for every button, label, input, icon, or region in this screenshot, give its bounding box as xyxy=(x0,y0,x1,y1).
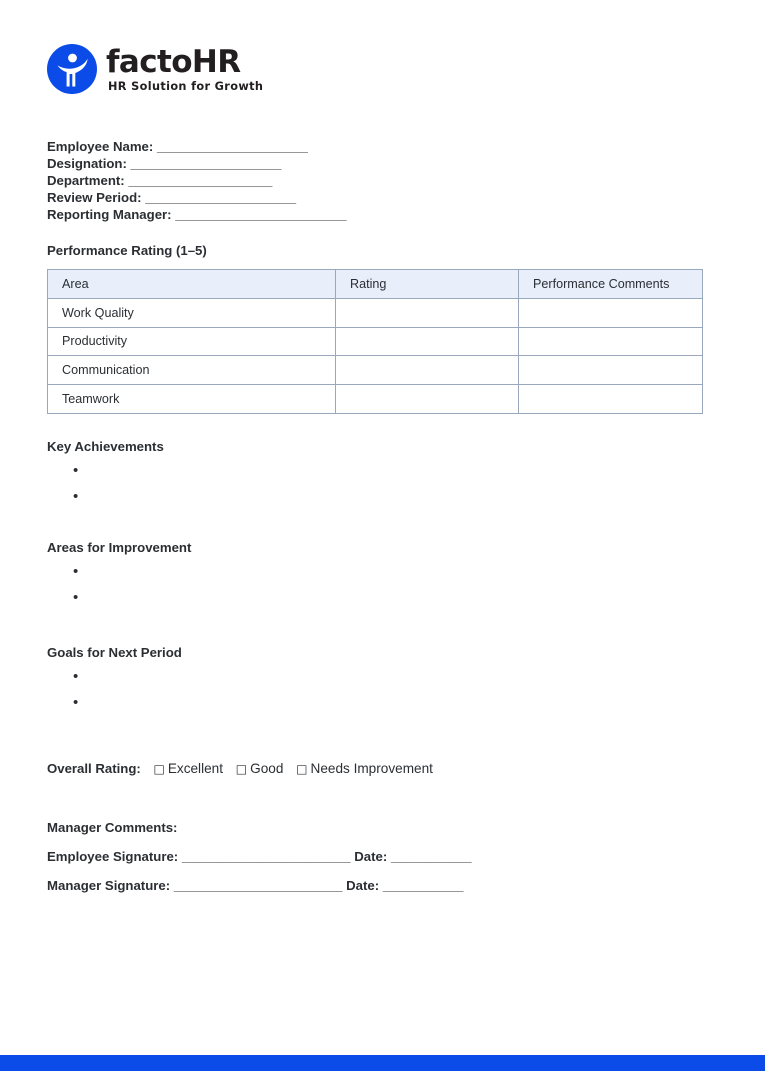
brand-tagline: HR Solution for Growth xyxy=(108,79,264,93)
manager-comments-label: Manager Comments: xyxy=(47,820,178,835)
table-row xyxy=(48,298,703,327)
list-item[interactable] xyxy=(47,559,79,585)
areas-for-improvement-heading: Areas for Improvement xyxy=(47,540,192,555)
field-designation[interactable] xyxy=(47,155,647,172)
key-achievements-list xyxy=(47,458,79,510)
employee-date-label: Date: xyxy=(354,849,388,864)
overall-rating-option-good[interactable] xyxy=(236,761,287,776)
performance-rating-heading: Performance Rating (1–5) xyxy=(47,243,207,258)
field-department[interactable] xyxy=(47,172,647,189)
table-row xyxy=(48,385,703,414)
field-employee-name-label: Employee Name: xyxy=(47,139,154,154)
table-row xyxy=(48,356,703,385)
goals-for-next-period-heading: Goals for Next Period xyxy=(47,645,182,660)
column-header-rating: Rating xyxy=(336,270,519,299)
list-item[interactable] xyxy=(47,458,79,484)
list-item[interactable] xyxy=(47,664,79,690)
goals-for-next-period-list xyxy=(47,664,79,716)
list-item[interactable] xyxy=(47,690,79,716)
overall-rating-option-good-label: Good xyxy=(250,761,284,776)
cell-comments[interactable] xyxy=(519,298,703,327)
cell-area: Productivity xyxy=(48,327,336,356)
manager-signature-blank: _______________________ xyxy=(173,878,343,893)
overall-rating-label: Overall Rating: xyxy=(47,761,141,776)
employee-signature-label: Employee Signature: xyxy=(47,849,179,864)
performance-rating-table xyxy=(47,269,703,414)
overall-rating-row xyxy=(47,760,433,778)
cell-area: Work Quality xyxy=(48,298,336,327)
employee-details-fields xyxy=(47,138,647,223)
areas-for-improvement-list xyxy=(47,559,79,611)
manager-date-blank: ___________ xyxy=(382,878,464,893)
list-item[interactable] xyxy=(47,585,79,611)
overall-rating-option-excellent[interactable] xyxy=(153,761,226,776)
manager-comments-field[interactable] xyxy=(47,819,177,837)
overall-rating-option-needs-improvement-label: Needs Improvement xyxy=(310,761,433,776)
cell-comments[interactable] xyxy=(519,385,703,414)
overall-rating-option-excellent-label: Excellent xyxy=(167,761,223,776)
manager-signature-label: Manager Signature: xyxy=(47,878,171,893)
brand-logo xyxy=(47,44,263,94)
checkbox-icon[interactable]: □ xyxy=(235,762,248,776)
cell-rating[interactable] xyxy=(336,385,519,414)
checkbox-icon[interactable]: □ xyxy=(153,762,165,776)
field-department-blank: _____________________ xyxy=(128,173,272,188)
manager-date-label: Date: xyxy=(346,878,380,893)
factohr-person-circle-icon xyxy=(47,44,97,94)
employee-date-blank: ___________ xyxy=(390,849,472,864)
key-achievements-heading: Key Achievements xyxy=(47,439,164,454)
field-designation-label: Designation: xyxy=(47,156,127,171)
page-footer-bar xyxy=(0,1055,765,1071)
column-header-area: Area xyxy=(48,270,336,299)
field-department-label: Department: xyxy=(47,173,125,188)
field-review-period-blank: ______________________ xyxy=(145,190,296,205)
cell-rating[interactable] xyxy=(336,356,519,385)
list-item[interactable] xyxy=(47,484,79,510)
overall-rating-option-needs-improvement[interactable] xyxy=(296,761,433,776)
table-row xyxy=(48,327,703,356)
field-reporting-manager-blank: _________________________ xyxy=(175,207,347,222)
field-review-period[interactable] xyxy=(47,189,647,206)
field-reporting-manager-label: Reporting Manager: xyxy=(47,207,172,222)
employee-signature-blank: _______________________ xyxy=(181,849,351,864)
cell-comments[interactable] xyxy=(519,356,703,385)
brand-wordmark: factoHR xyxy=(106,44,241,81)
cell-rating[interactable] xyxy=(336,327,519,356)
manager-signature-field[interactable] xyxy=(47,877,464,895)
cell-rating[interactable] xyxy=(336,298,519,327)
field-reporting-manager[interactable] xyxy=(47,206,647,223)
brand-logo-text xyxy=(106,46,263,92)
field-review-period-label: Review Period: xyxy=(47,190,142,205)
field-designation-blank: ______________________ xyxy=(130,156,281,171)
column-header-performance-comments: Performance Comments xyxy=(519,270,703,299)
cell-area: Teamwork xyxy=(48,385,336,414)
field-employee-name[interactable] xyxy=(47,138,647,155)
cell-comments[interactable] xyxy=(519,327,703,356)
field-employee-name-blank: ______________________ xyxy=(156,139,308,154)
table-header-row xyxy=(48,270,703,299)
checkbox-icon[interactable]: □ xyxy=(296,762,308,776)
cell-area: Communication xyxy=(48,356,336,385)
employee-signature-field[interactable] xyxy=(47,848,472,866)
